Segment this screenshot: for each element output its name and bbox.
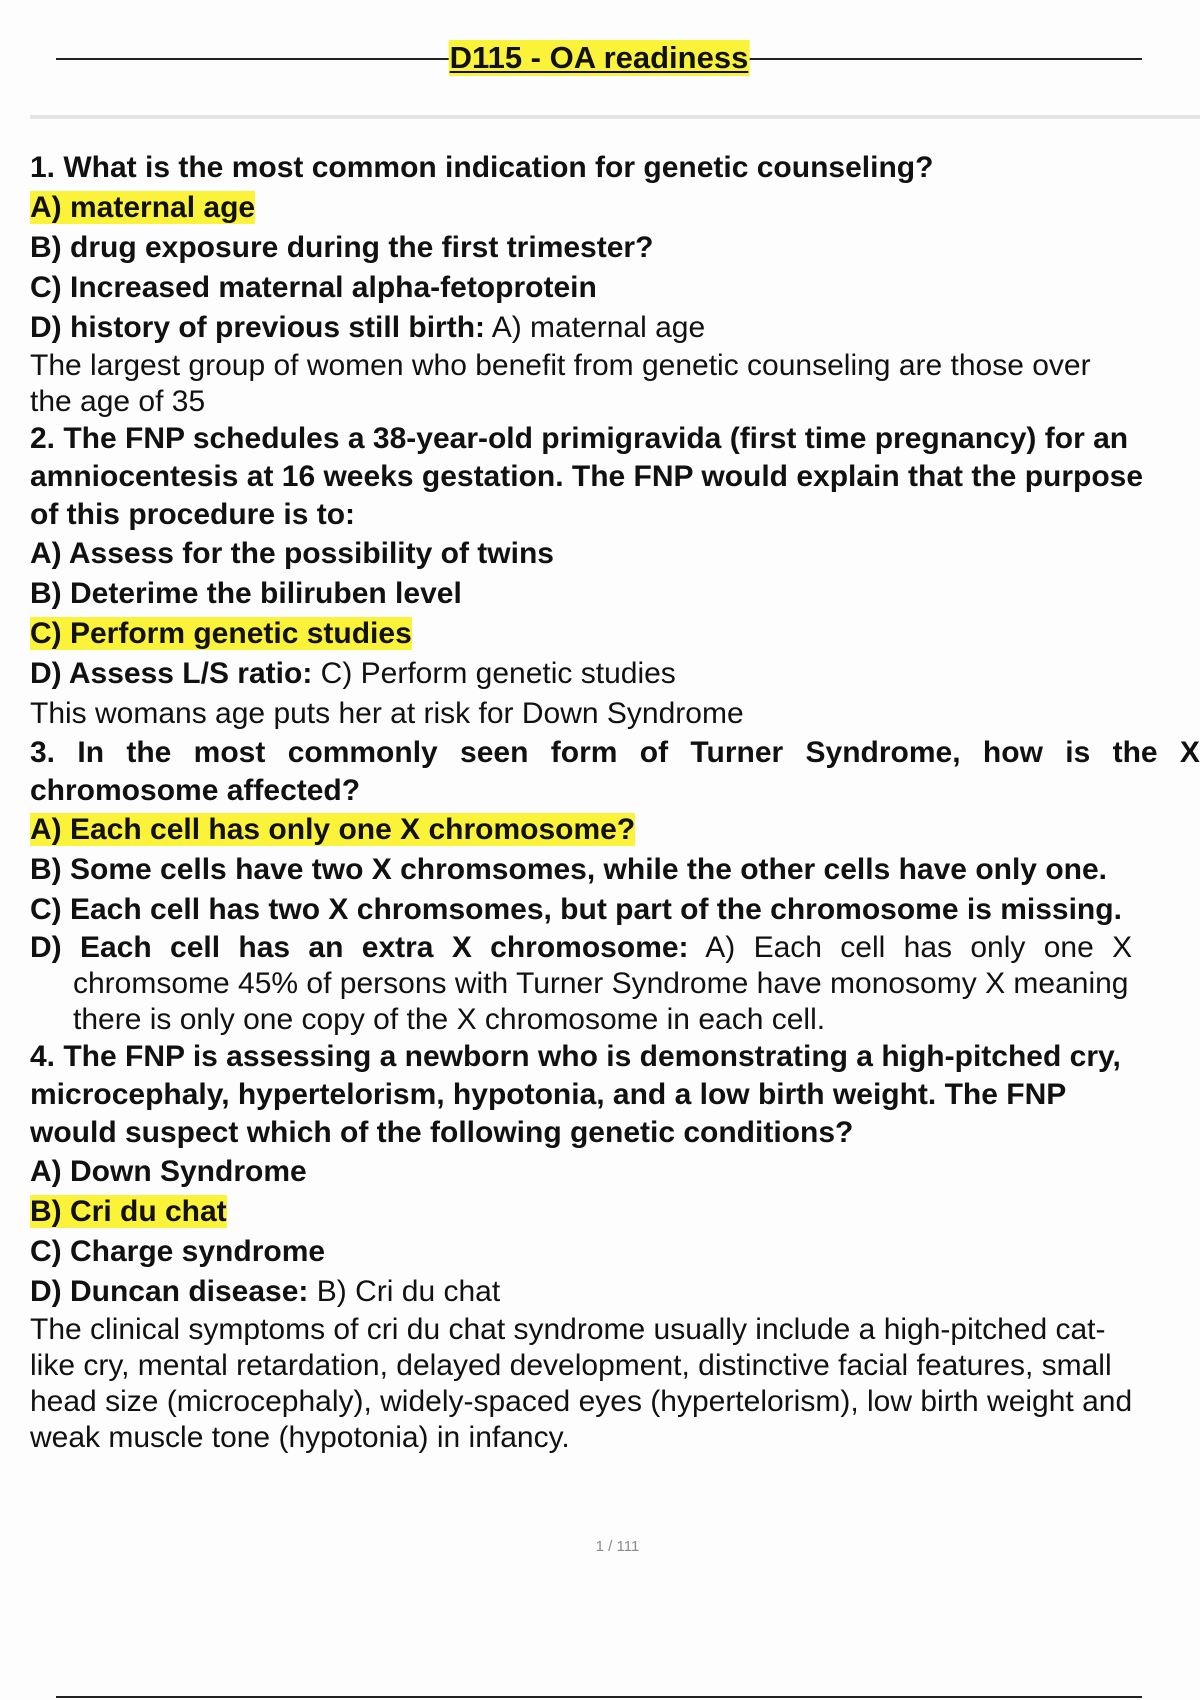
- question-stem: 1. What is the most common indication for genetic counseling?: [30, 151, 934, 184]
- answer-text: C) Perform genetic studies: [320, 657, 676, 690]
- option-c: C) Each cell has two X chromsomes, but part of the chromosome is missing.: [30, 893, 1122, 926]
- question-stem-line: chromosome affected?: [30, 774, 361, 807]
- option-label: D) Duncan disease:: [30, 1275, 309, 1308]
- question-stem-line: 2. The FNP schedules a 38-year-old primigravida (first time pregnancy) for an: [30, 422, 1129, 455]
- answer-text: A) Each cell has only one X: [705, 931, 1133, 964]
- option-c: [30, 614, 1200, 654]
- explanation-line: This womans age puts her at risk for Down Syndrome: [30, 697, 744, 730]
- option-a: [30, 810, 1200, 850]
- option-d: [30, 1272, 1200, 1312]
- option-b: B) Deterime the biliruben level: [30, 577, 462, 610]
- option-b: B) drug exposure during the first trimester?: [30, 231, 654, 264]
- document-header: [56, 32, 1142, 88]
- option-b: B) Some cells have two X chromsomes, while the other cells have only one.: [30, 853, 1107, 886]
- question-stem-line: microcephaly, hypertelorism, hypotonia, and a low birth weight. The FNP: [30, 1078, 1067, 1111]
- page-number: 1 / 111: [595, 1538, 640, 1555]
- question-stem-line: 4. The FNP is assessing a newborn who is demonstrating a high-pitched cry,: [30, 1040, 1121, 1073]
- option-label: D) Assess L/S ratio:: [30, 657, 313, 690]
- answer-text: A) maternal age: [491, 311, 706, 344]
- option-label: D) Each cell has an extra X chromosome:: [30, 931, 689, 964]
- footer-rule: [56, 1696, 1142, 1698]
- option-label: C) Perform genetic studies: [30, 617, 412, 650]
- explanation-line: The largest group of women who benefit from genetic counseling are those over: [30, 349, 1091, 382]
- explanation-line: the age of 35: [30, 385, 206, 418]
- document-body: [30, 148, 1200, 1478]
- question-4: [30, 1038, 1200, 1456]
- divider: [30, 115, 1200, 119]
- option-b: [30, 1192, 1200, 1232]
- question-2: [30, 420, 1200, 734]
- question-stem-line: of this procedure is to:: [30, 498, 356, 531]
- option-a: A) Assess for the possibility of twins: [30, 537, 554, 570]
- question-stem-line: 3. In the most commonly seen form of Turner Syndrome, how is the X: [30, 736, 1200, 769]
- explanation-line: like cry, mental retardation, delayed development, distinctive facial features, small: [30, 1349, 1112, 1382]
- option-label: A) maternal age: [30, 191, 256, 224]
- option-c: C) Charge syndrome: [30, 1235, 326, 1268]
- option-label: A) Each cell has only one X chromosome?: [30, 813, 636, 846]
- explanation-line: weak muscle tone (hypotonia) in infancy.: [30, 1421, 570, 1454]
- option-a: [30, 188, 1200, 228]
- explanation-line: there is only one copy of the X chromosome in each cell.: [73, 1003, 826, 1036]
- option-label: B) Cri du chat: [30, 1195, 227, 1228]
- question-1: [30, 148, 1200, 420]
- option-c: C) Increased maternal alpha-fetoprotein: [30, 271, 597, 304]
- option-a: A) Down Syndrome: [30, 1155, 307, 1188]
- explanation-line: The clinical symptoms of cri du chat syndrome usually include a high-pitched cat-: [30, 1313, 1106, 1346]
- option-d: [30, 308, 1200, 348]
- explanation-line: head size (microcephaly), widely-spaced eyes (hypertelorism), low birth weight and: [30, 1385, 1133, 1418]
- document-title: D115 - OA readiness: [449, 40, 749, 75]
- question-stem-line: would suspect which of the following genetic conditions?: [30, 1116, 854, 1149]
- answer-text: B) Cri du chat: [316, 1275, 501, 1308]
- question-stem-line: amniocentesis at 16 weeks gestation. The FNP would explain that the purpose: [30, 460, 1144, 493]
- explanation-line: chromsome 45% of persons with Turner Syndrome have monosomy X meaning: [73, 967, 1129, 1000]
- question-3: [30, 734, 1200, 1038]
- option-d: [30, 654, 1200, 694]
- option-d: [30, 930, 1200, 966]
- option-label: D) history of previous still birth:: [30, 311, 486, 344]
